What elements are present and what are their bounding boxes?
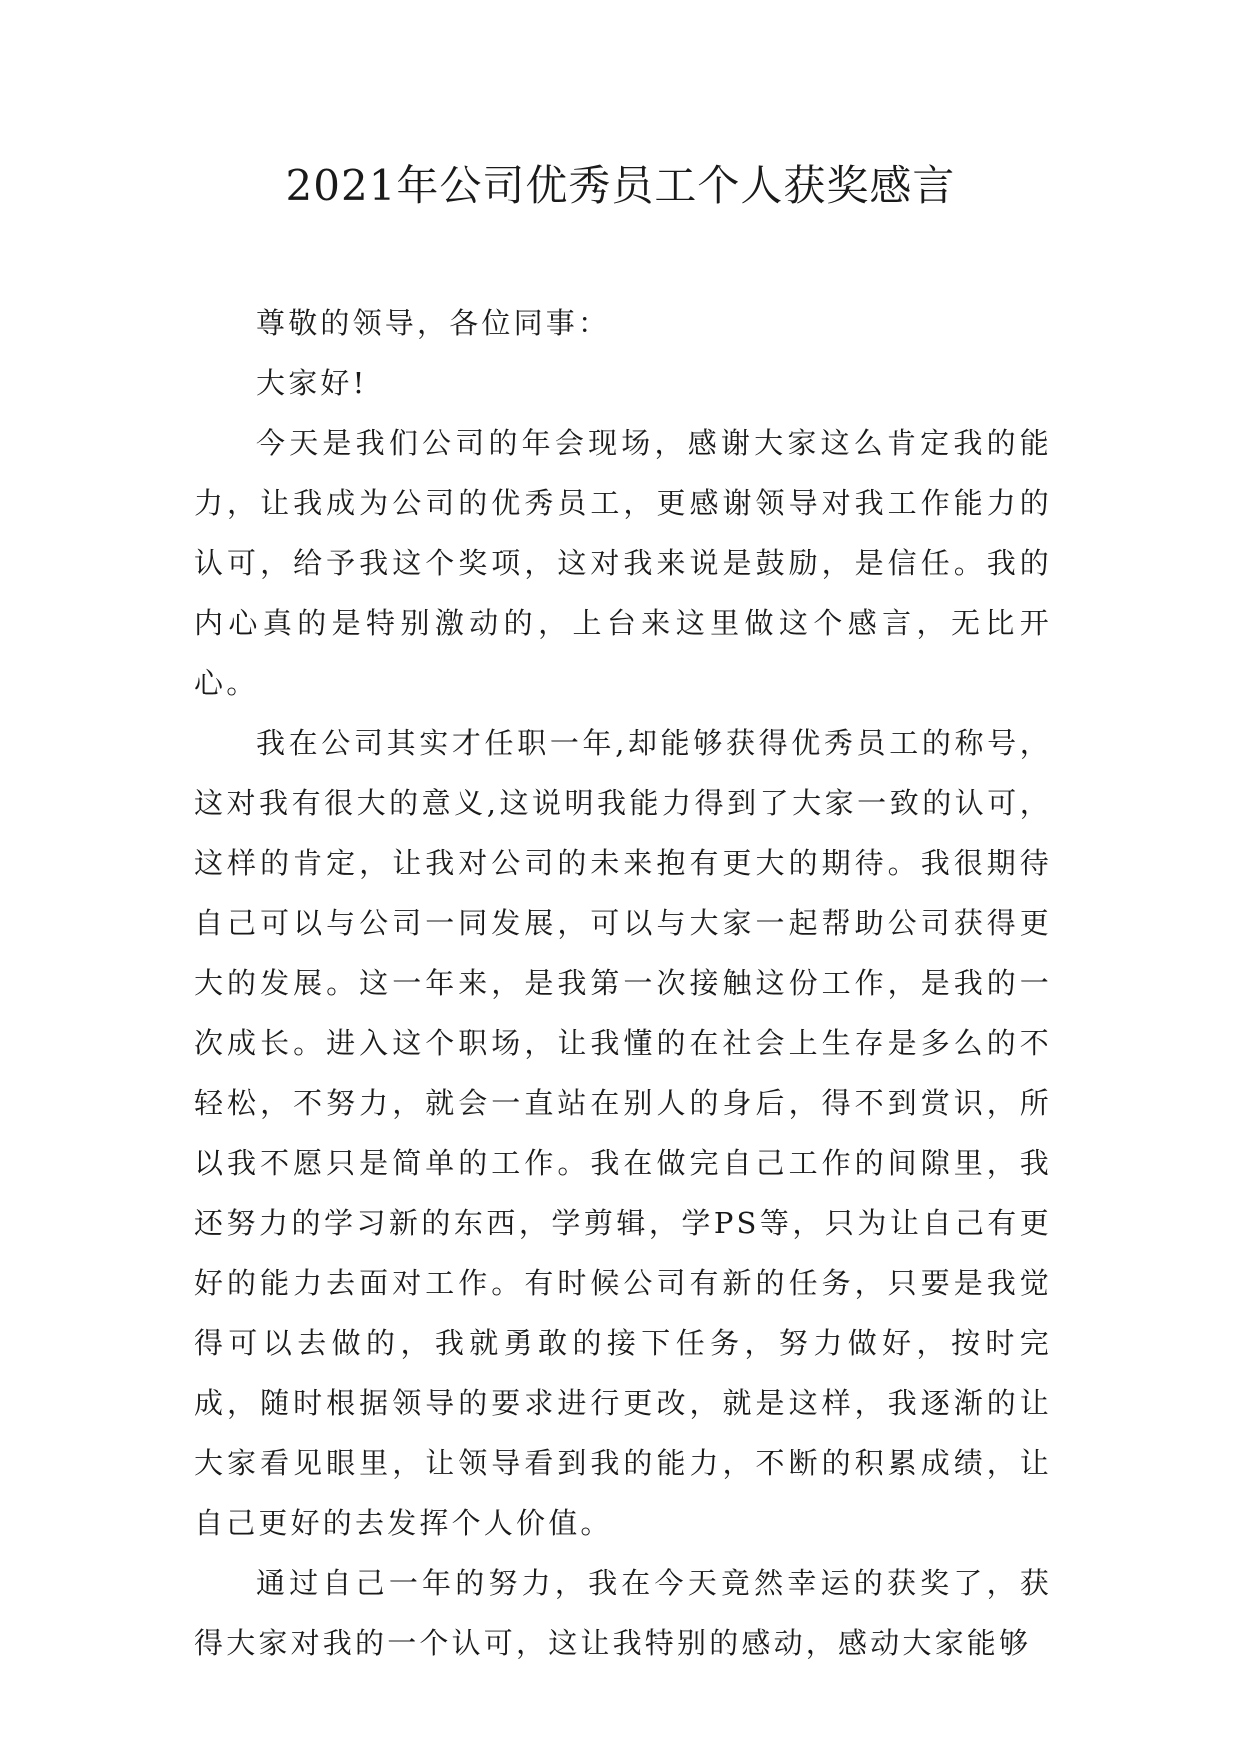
paragraph: 今天是我们公司的年会现场，感谢大家这么肯定我的能力，让我成为公司的优秀员工，更感谢领导对我工作能力的认可，给予我这个奖项，这对我来说是鼓励，是信任。我的内心真的是特别激动的，上台来这里做这个感言，无比开心。 [194,426,1052,700]
document-title: 2021年公司优秀员工个人获奖感言 [285,161,956,210]
paragraph: 通过自己一年的努力，我在今天竟然幸运的获奖了，获得大家对我的一个认可，这让我特别的感动，感动大家能够 [194,1566,1052,1660]
document-body [194,293,1052,1673]
greeting: 大家好! [256,366,368,400]
salutation: 尊敬的领导，各位同事： [256,306,611,340]
paragraph: 我在公司其实才任职一年,却能够获得优秀员工的称号，这对我有很大的意义,这说明我能力得到了大家一致的认可，这样的肯定，让我对公司的未来抱有更大的期待。我很期待自己可以与公司一同发展，可以与大家一起帮助公司获得更大的发展。这一年来，是我第一次接触这份工作，是我的一次成长。进入这个职场，让我懂的在社会上生存是多么的不轻松，不努力，就会一直站在别人的身后，得不到赏识，所以我不愿只是简单的工作。我在做完自己工作的间隙里，我还努力的学习新的东西，学剪辑，学PS等，只为让自己有更好的能力去面对工作。有时候公司有新的任务，只要是我觉得可以去做的，我就勇敢的接下任务，努力做好，按时完成，随时根据领导的要求进行更改，就是这样，我逐渐的让大家看见眼里，让领导看到我的能力，不断的积累成绩，让自己更好的去发挥个人价值。 [194,726,1052,1540]
